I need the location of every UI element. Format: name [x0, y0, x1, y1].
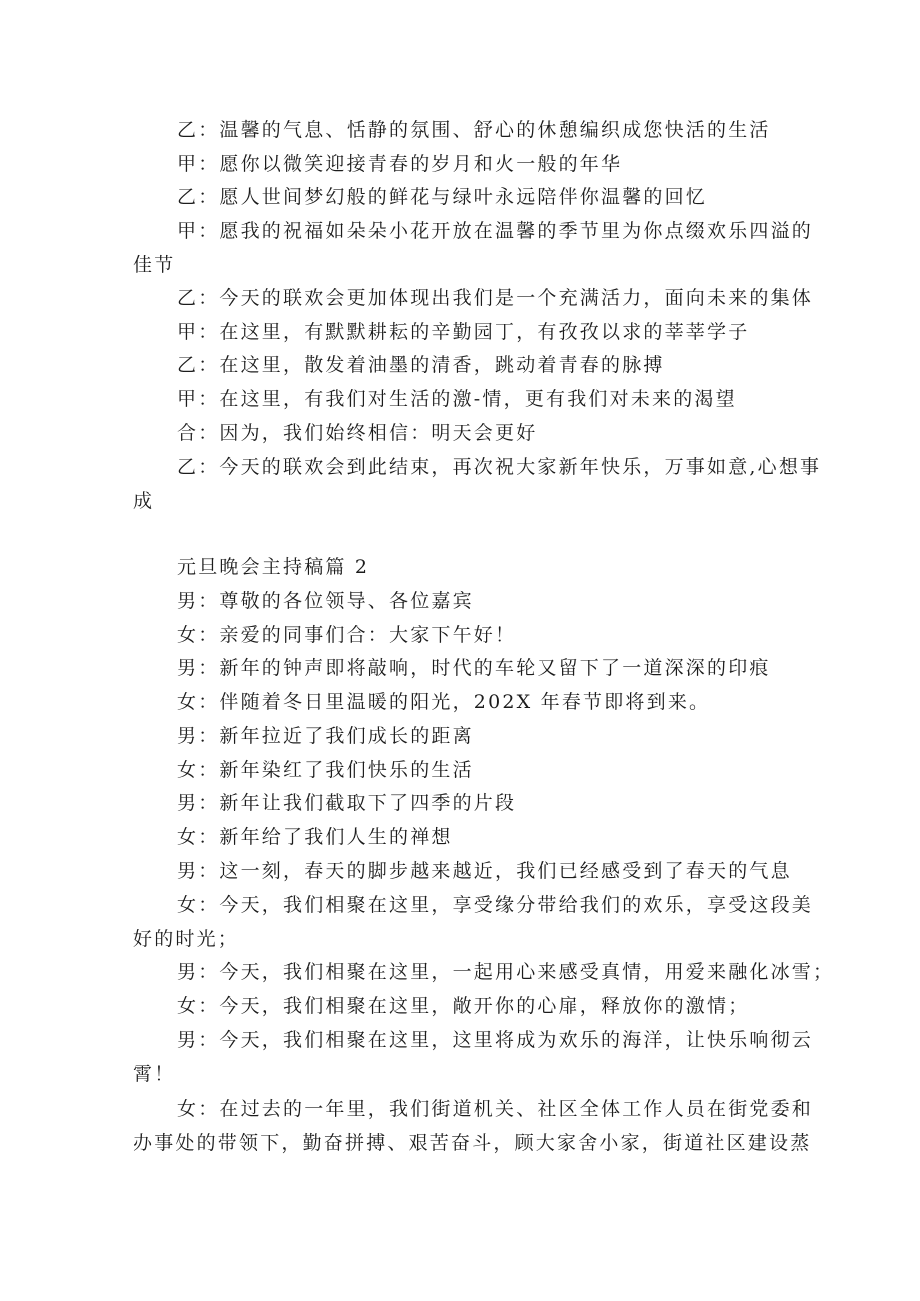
dialogue-line: 乙：温馨的气息、恬静的氛围、舒心的休憩编织成您快活的生活: [177, 119, 771, 141]
paragraph-line: 女：在过去的一年里，我们街道机关、社区全体工作人员在街党委和: [177, 1098, 814, 1120]
section-heading: 元旦晚会主持稿篇 2: [177, 556, 370, 578]
dialogue-line-continuation: 霄！: [133, 1063, 176, 1085]
dialogue-line: 男：新年拉近了我们成长的距离: [177, 725, 474, 747]
dialogue-line: 乙：在这里，散发着油墨的清香，跳动着青春的脉搏: [177, 354, 665, 376]
dialogue-line: 甲：愿你以微笑迎接青春的岁月和火一般的年华: [177, 153, 623, 175]
dialogue-line: 乙：今天的联欢会到此结束，再次祝大家新年快乐，万事如意,心想事: [177, 456, 822, 478]
dialogue-line: 女：今天，我们相聚在这里，敞开你的心扉，释放你的激情；: [177, 995, 750, 1017]
dialogue-line-continuation: 成: [133, 490, 155, 512]
dialogue-line: 男：这一刻，春天的脚步越来越近，我们已经感受到了春天的气息: [177, 860, 792, 882]
dialogue-line: 女：新年给了我们人生的禅想: [177, 826, 453, 848]
dialogue-line: 男：今天，我们相聚在这里，这里将成为欢乐的海洋，让快乐响彻云: [177, 1029, 814, 1051]
dialogue-line: 男：新年让我们截取下了四季的片段: [177, 792, 517, 814]
dialogue-line: 女：伴随着冬日里温暖的阳光，202X 年春节即将到来。: [177, 691, 711, 713]
dialogue-line: 男：今天，我们相聚在这里，一起用心来感受真情，用爱来融化冰雪；: [177, 961, 835, 983]
dialogue-line: 甲：愿我的祝福如朵朵小花开放在温馨的季节里为你点缀欢乐四溢的: [177, 220, 814, 242]
dialogue-line: 甲：在这里，有我们对生活的激-情，更有我们对未来的渴望: [177, 388, 737, 410]
dialogue-line-continuation: 好的时光；: [133, 928, 240, 950]
dialogue-line-continuation: 佳节: [133, 254, 176, 276]
dialogue-line: 乙：愿人世间梦幻般的鲜花与绿叶永远陪伴你温馨的回忆: [177, 186, 708, 208]
dialogue-line: 乙：今天的联欢会更加体现出我们是一个充满活力，面向未来的集体: [177, 287, 814, 309]
dialogue-line: 男：新年的钟声即将敲响，时代的车轮又留下了一道深深的印痕: [177, 657, 771, 679]
dialogue-line: 合：因为，我们始终相信：明天会更好: [177, 422, 538, 444]
dialogue-line: 女：亲爱的同事们合：大家下午好！: [177, 624, 517, 646]
dialogue-line: 甲：在这里，有默默耕耘的辛勤园丁，有孜孜以求的莘莘学子: [177, 321, 750, 343]
dialogue-line: 女：今天，我们相聚在这里，享受缘分带给我们的欢乐，享受这段美: [177, 894, 814, 916]
dialogue-line: 男：尊敬的各位领导、各位嘉宾: [177, 590, 474, 612]
paragraph-line-continuation: 办事处的带领下，勤奋拼搏、艰苦奋斗，顾大家舍小家，街道社区建设蒸: [133, 1132, 812, 1154]
dialogue-line: 女：新年染红了我们快乐的生活: [177, 759, 474, 781]
